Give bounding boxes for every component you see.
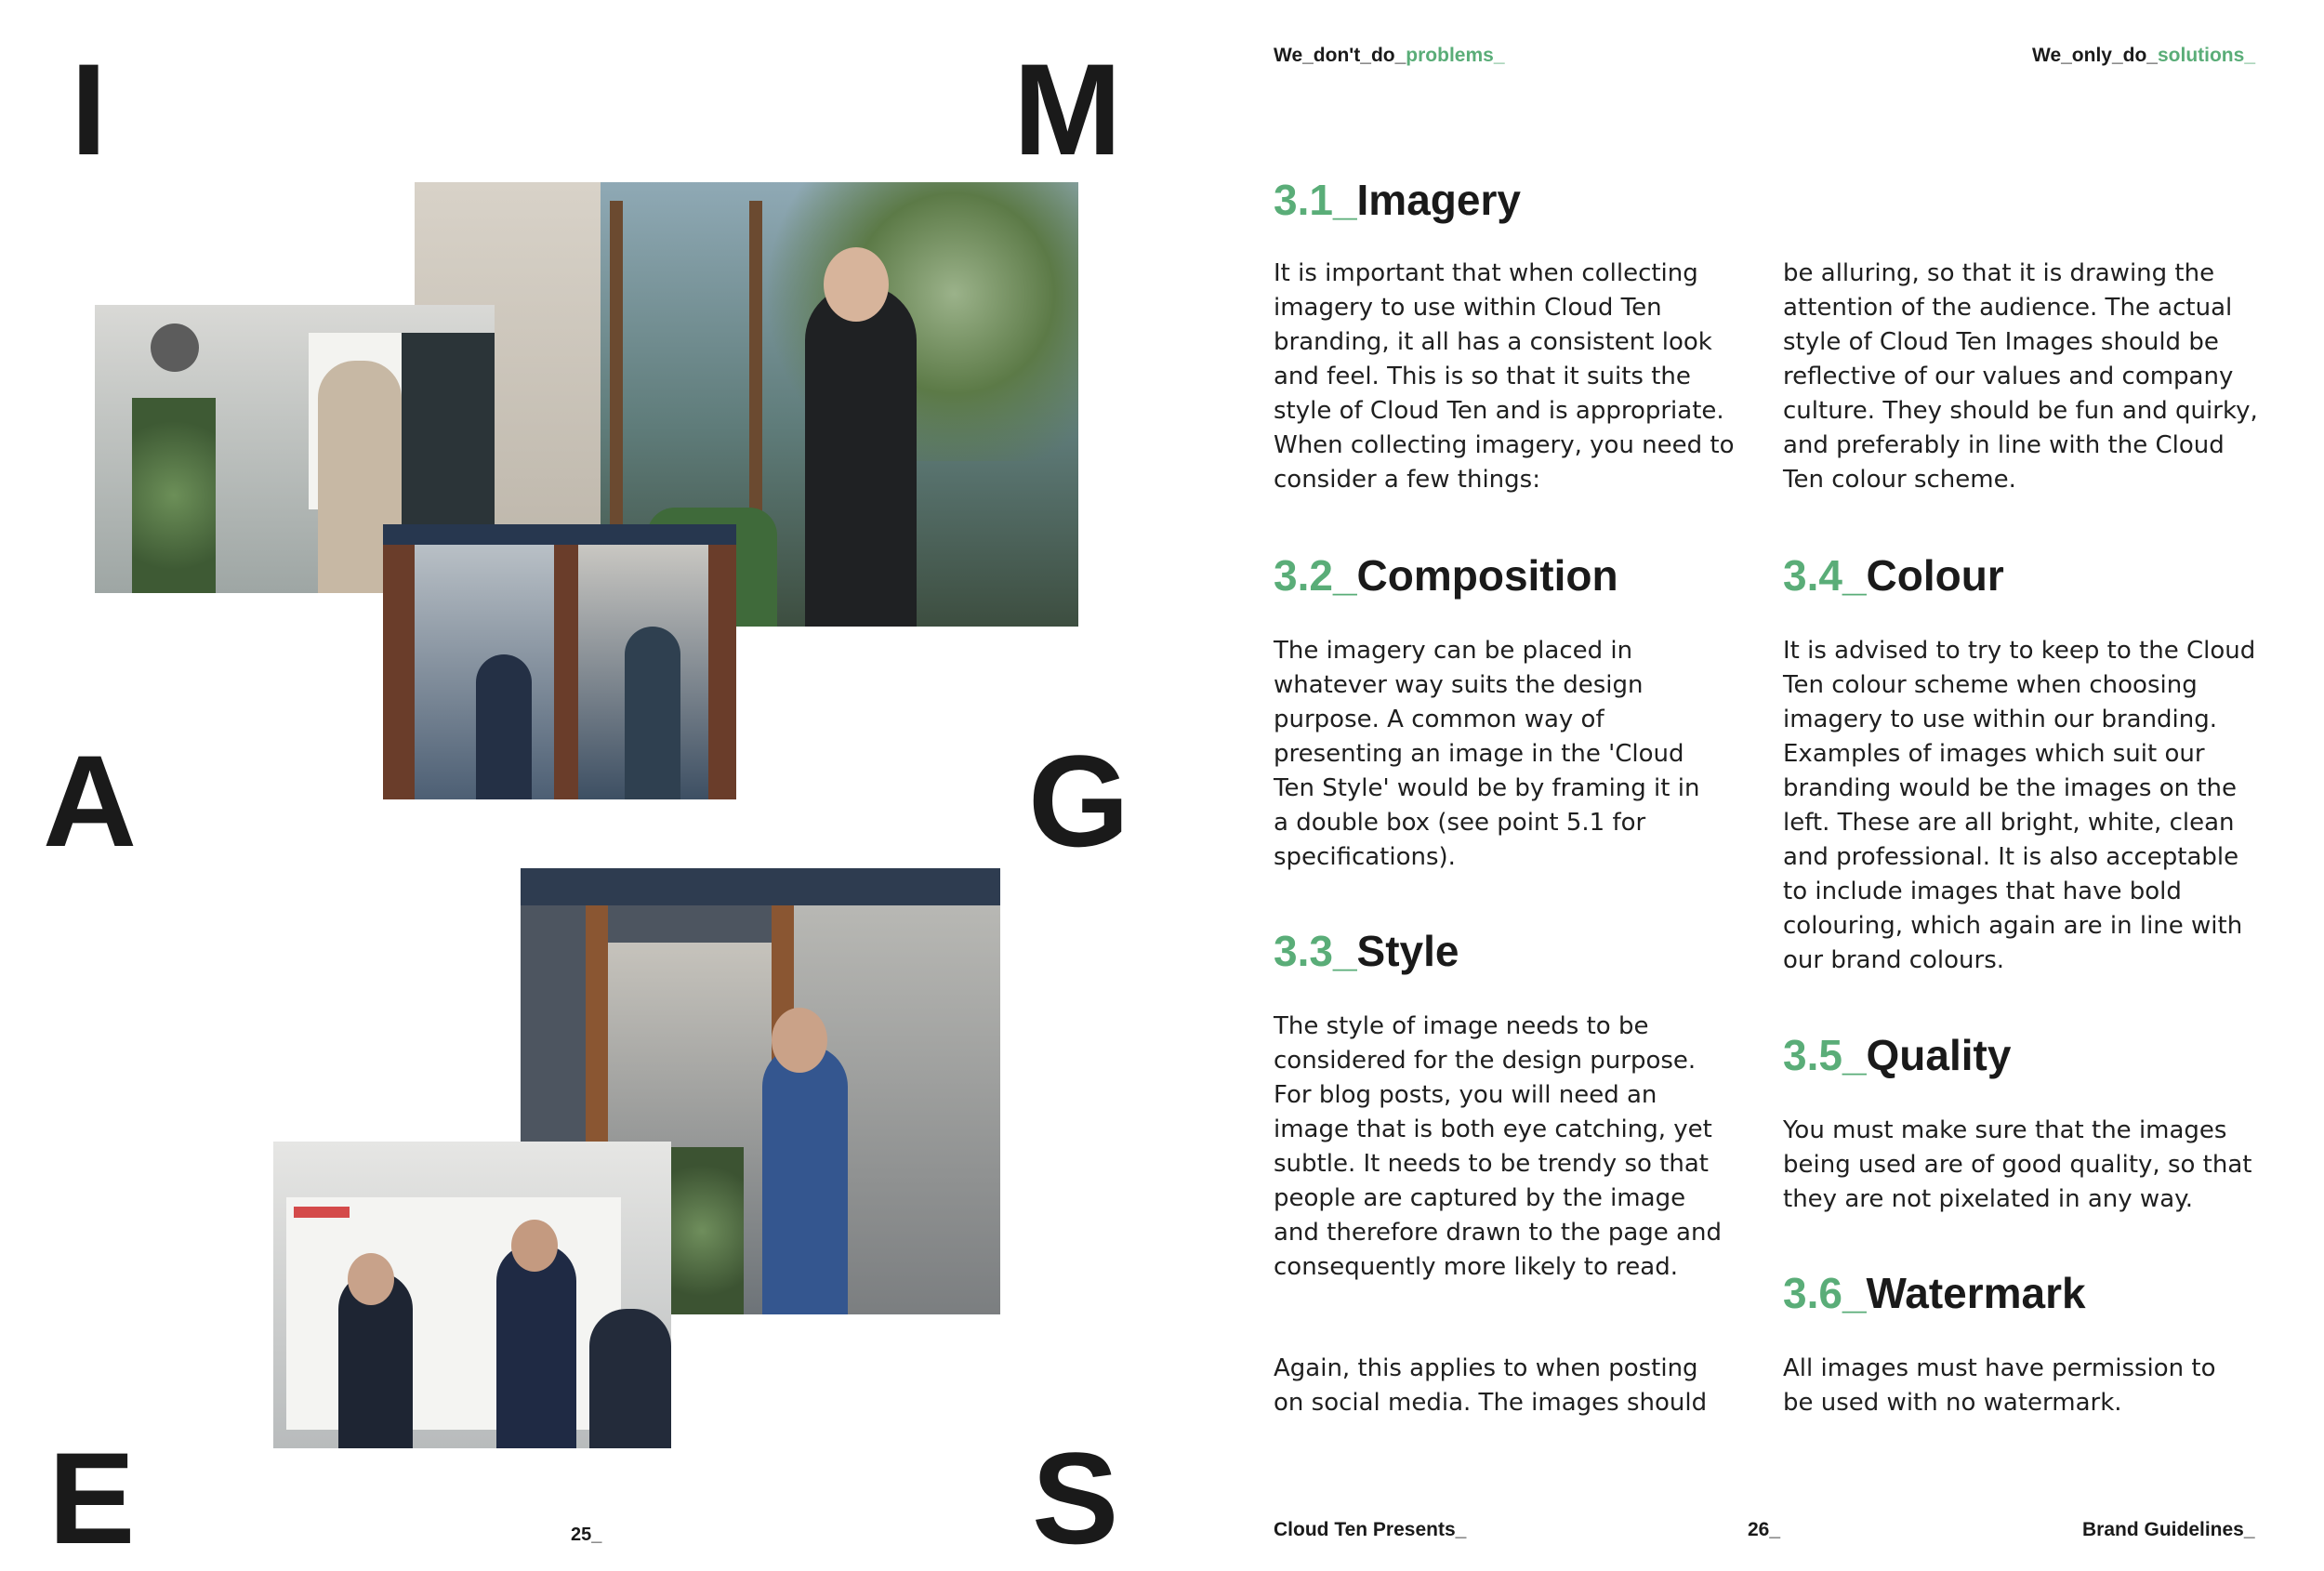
section-composition-title xyxy=(1274,550,1618,601)
section-number: 3.3_ xyxy=(1274,927,1357,975)
big-letter-a: A xyxy=(43,728,138,874)
section-watermark-body: All images must have permission to be used with no watermark. xyxy=(1783,1354,2216,1417)
section-title-text: Imagery xyxy=(1356,176,1521,224)
section-colour-body: It is advised to try to keep to the Cloud Ten colour scheme when choosing imagery to use within our branding. Examples of images which suit our branding would be the images on the left. These are all bright, white, clean and professional. It is also acceptable to include images that have bold colouring, which again are in line with our brand colours. xyxy=(1783,637,2256,974)
footer-document-title: Brand Guidelines_ xyxy=(2082,1519,2255,1540)
header-right-plain: We_only_do_ xyxy=(2032,45,2158,66)
section-style-body-continued: Again, this applies to when posting on social media. The images should xyxy=(1274,1354,1708,1417)
section-number: 3.5_ xyxy=(1783,1031,1867,1079)
whiteboard-meeting-photo xyxy=(273,1142,671,1448)
big-letter-s: S xyxy=(1032,1425,1119,1571)
section-title-text: Watermark xyxy=(1866,1269,2086,1317)
section-number: 3.2_ xyxy=(1274,551,1357,600)
header-left-plain: We_don't_do_ xyxy=(1274,45,1406,66)
section-composition-body: The imagery can be placed in whatever way suits the design purpose. A common way of presenting an image in the 'Cloud Ten Style' would be by framing it in a double box (see point 5.1 for specifications). xyxy=(1274,637,1700,871)
section-imagery-body: It is important that when collecting imagery to use within Cloud Ten branding, it all has a consistent look and feel. This is so that it suits the style of Cloud Ten and is appropriate. When collecting imagery, you need to consider a few things: xyxy=(1274,259,1735,494)
big-letter-g: G xyxy=(1028,728,1129,874)
section-title-text: Quality xyxy=(1866,1031,2012,1079)
header-right-accent: solutions_ xyxy=(2157,45,2255,66)
section-title-text: Colour xyxy=(1866,551,2004,600)
footer-publisher: Cloud Ten Presents_ xyxy=(1274,1519,1467,1540)
glass-door-photo xyxy=(383,524,736,799)
header-left-accent: problems_ xyxy=(1406,45,1505,66)
right-page xyxy=(1162,0,2324,1571)
section-number: 3.4_ xyxy=(1783,551,1867,600)
left-page-number: 25_ xyxy=(571,1525,602,1545)
section-number: 3.1_ xyxy=(1274,176,1357,224)
right-page-number: 26_ xyxy=(1748,1519,1781,1540)
section-title-text: Composition xyxy=(1356,551,1618,600)
section-imagery-title xyxy=(1274,175,1521,225)
section-imagery-body-continued: be alluring, so that it is drawing the attention of the audience. The actual style of Cloud Ten Images should be reflective of our values and company culture. They should be fun and quirky, and preferably in line with the Cloud Ten colour scheme. xyxy=(1783,259,2258,494)
section-number: 3.6_ xyxy=(1783,1269,1867,1317)
header-tagline-right xyxy=(2032,45,2255,67)
section-title-text: Style xyxy=(1356,927,1459,975)
section-watermark-title xyxy=(1783,1268,2086,1318)
section-colour-title xyxy=(1783,550,2004,601)
section-quality-body: You must make sure that the images being used are of good quality, so that they are not pixelated in any way. xyxy=(1783,1116,2252,1213)
big-letter-m: M xyxy=(1013,36,1122,182)
header-tagline-left xyxy=(1274,45,1505,67)
section-style-body: The style of image needs to be considered for the design purpose. For blog posts, you will need an image that is both eye catching, yet subtle. It needs to be trendy so that people are captured by the image and therefore drawn to the page and consequently more likely to read. xyxy=(1274,1012,1722,1281)
big-letter-i: I xyxy=(71,36,107,182)
section-quality-title xyxy=(1783,1030,2011,1080)
big-letter-e: E xyxy=(48,1425,136,1571)
section-style-title xyxy=(1274,926,1459,976)
